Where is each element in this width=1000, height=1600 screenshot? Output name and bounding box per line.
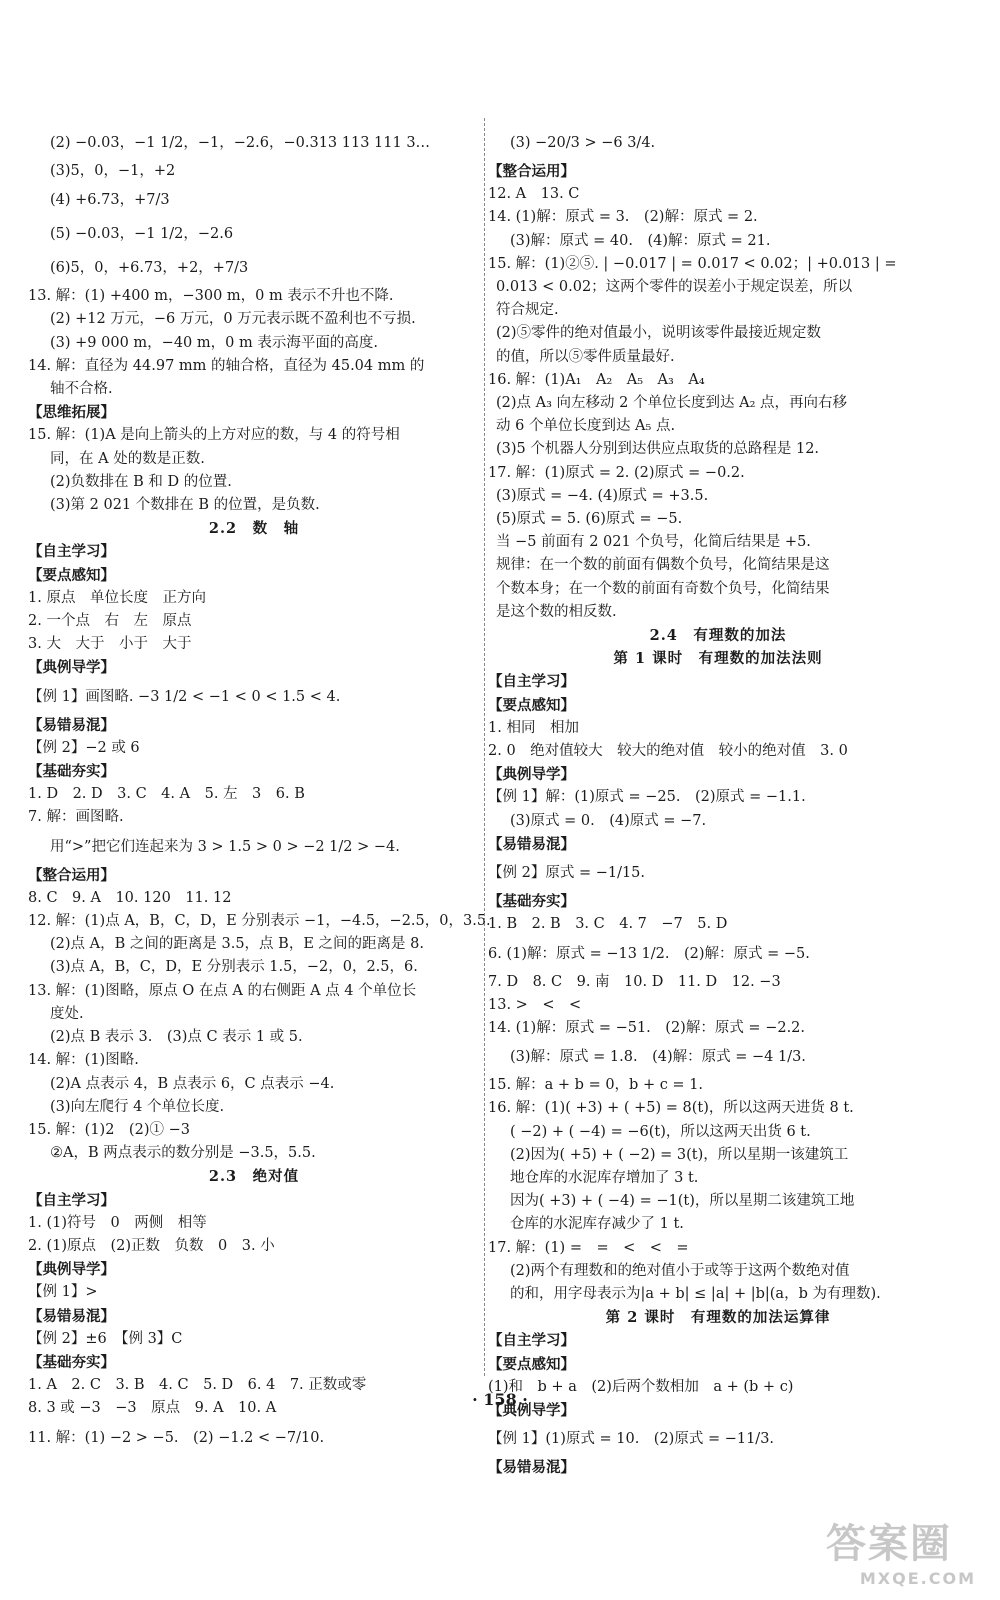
right-line: (3) −20/3 > −6 3/4. <box>510 135 656 151</box>
right-line: (3)解：原式 = 1.8. (4)解：原式 = −4 1/3. <box>510 1049 806 1066</box>
watermark <box>826 1512 976 1588</box>
right-line: 动 6 个单位长度到达 A₅ 点. <box>496 418 676 435</box>
left-line: (4) +6.73，+7/3 <box>50 192 170 209</box>
right-line: (2)点 A₃ 向左移动 2 个单位长度到达 A₂ 点，再向右移 <box>496 395 847 412</box>
right-line: 符合规定. <box>496 302 559 319</box>
left-line: 【自主学习】 <box>28 543 115 561</box>
right-line: 6. (1)解：原式 = −13 1/2. (2)解：原式 = −5. <box>488 945 810 962</box>
left-line: (2) −0.03，−1 1/2，−1，−2.6，−0.313 113 111 3… <box>50 135 431 151</box>
right-line: (3)原式 = 0. (4)原式 = −7. <box>510 812 707 829</box>
right-line: 13. > < < <box>488 996 582 1013</box>
left-line: 12. 解：(1)点 A，B，C，D，E 分别表示 −1，−4.5，−2.5，0，3.5. <box>28 913 491 930</box>
left-line: 7. 解：画图略. <box>28 809 124 826</box>
watermark-site: MXQE.COM <box>859 1569 976 1588</box>
left-line: 14. 解：(1)图略. <box>28 1052 139 1069</box>
right-line: 1. 相同 相加 <box>488 719 579 736</box>
right-line: 个数本身；在一个数的前面有奇数个负号，化简结果 <box>496 580 830 597</box>
column-divider <box>484 118 485 1376</box>
right-line: 15. 解：(1)②⑤. | −0.017 | = 0.017 < 0.02；| +0.013 | = <box>488 255 897 272</box>
left-line: (5) −0.03，−1 1/2，−2.6 <box>50 226 234 243</box>
left-line: (2)A 点表示 4，B 点表示 6，C 点表示 −4. <box>50 1075 335 1092</box>
left-line: 【例 2】±6 【例 3】C <box>28 1330 183 1347</box>
right-line: (5)原式 = 5. (6)原式 = −5. <box>496 511 683 528</box>
right-line: 2. 0 绝对值较大 较大的绝对值 较小的绝对值 3. 0 <box>488 743 848 760</box>
left-line: 3. 大 大于 小于 大于 <box>28 636 192 653</box>
right-line: 仓库的水泥库存减少了 1 t. <box>510 1216 684 1233</box>
left-line: 【基础夯实】 <box>28 763 115 781</box>
left-line: (2)点 B 表示 3. (3)点 C 表示 1 或 5. <box>50 1029 303 1046</box>
right-line: (3)解：原式 = 40. (4)解：原式 = 21. <box>510 232 771 249</box>
right-line: (3)5 个机器人分别到达供应点取货的总路程是 12. <box>496 441 820 458</box>
left-line: (3)点 A，B，C，D，E 分别表示 1.5，−2，0，2.5，6. <box>50 959 418 976</box>
right-line: 第 1 课时 有理数的加法法则 <box>613 650 823 668</box>
right-line: 因为( +3) + ( −4) = −1(t)，所以星期二该建筑工地 <box>510 1193 855 1210</box>
right-line: (1)和 b + a (2)后两个数相加 a + (b + c) <box>488 1378 794 1395</box>
right-line: 12. A 13. C <box>488 186 580 203</box>
right-line: 【要点感知】 <box>488 696 575 714</box>
left-line: 1. (1)符号 0 两侧 相等 <box>28 1214 207 1231</box>
right-line: 16. 解：(1)( +3) + ( +5) = 8(t)，所以这两天进货 8 t. <box>488 1100 854 1117</box>
left-line: 1. A 2. C 3. B 4. C 5. D 6. 4 7. 正数或零 <box>28 1377 367 1394</box>
right-line: 【例 1】解：(1)原式 = −25. (2)原式 = −1.1. <box>488 789 806 806</box>
left-line: 2.3 绝对值 <box>208 1168 300 1186</box>
left-line: 8. C 9. A 10. 120 11. 12 <box>28 889 232 906</box>
right-line: 7. D 8. C 9. 南 10. D 11. D 12. −3 <box>488 973 781 990</box>
right-line: 【自主学习】 <box>488 1332 575 1350</box>
left-line: 13. 解：(1)图略，原点 O 在点 A 的右侧距 A 点 4 个单位长 <box>28 982 417 999</box>
left-line: 【思维拓展】 <box>28 404 115 422</box>
left-line: 11. 解：(1) −2 > −5. (2) −1.2 < −7/10. <box>28 1429 325 1446</box>
right-line: ( −2) + ( −4) = −6(t)，所以这两天出货 6 t. <box>510 1123 811 1140</box>
left-line: (3)第 2 021 个数排在 B 的位置，是负数. <box>50 497 320 514</box>
left-line: (3)5，0，−1，+2 <box>50 163 176 179</box>
right-line: 的和，用字母表示为|a + b| ≤ |a| + |b|(a，b 为有理数). <box>510 1285 881 1302</box>
left-line: 【要点感知】 <box>28 566 115 584</box>
right-line: 【典例导学】 <box>488 766 575 784</box>
left-line: 15. 解：(1)2 (2)① −3 <box>28 1121 190 1138</box>
left-line: 轴不合格. <box>50 381 113 398</box>
left-line: (3)向左爬行 4 个单位长度. <box>50 1098 225 1115</box>
left-line: 【例 1】画图略. −3 1/2 < −1 < 0 < 1.5 < 4. <box>28 688 341 705</box>
left-line: 2. 一个点 右 左 原点 <box>28 613 192 630</box>
right-line: (2)因为( +5) + ( −2) = 3(t)，所以星期一该建筑工 <box>510 1146 849 1163</box>
right-line: 【例 1】(1)原式 = 10. (2)原式 = −11/3. <box>488 1431 775 1448</box>
left-line: 13. 解：(1) +400 m，−300 m，0 m 表示不升也不降. <box>28 288 394 305</box>
left-line: 【例 2】−2 或 6 <box>28 739 140 756</box>
right-line: 第 2 课时 有理数的加法运算律 <box>605 1309 831 1327</box>
right-line: 14. (1)解：原式 = 3. (2)解：原式 = 2. <box>488 209 758 226</box>
left-line: (2) +12 万元，−6 万元，0 万元表示既不盈利也不亏损. <box>50 311 416 328</box>
left-line: 度处. <box>50 1005 84 1022</box>
left-line: 8. 3 或 −3 −3 原点 9. A 10. A <box>28 1400 277 1417</box>
left-line: 【易错易混】 <box>28 716 115 734</box>
right-line: 17. 解：(1) = = < < = <box>488 1239 689 1256</box>
left-line: 1. 原点 单位长度 正方向 <box>28 589 206 606</box>
right-line: 15. 解：a + b = 0，b + c = 1. <box>488 1077 704 1094</box>
left-line: (2)点 A，B 之间的距离是 3.5，点 B，E 之间的距离是 8. <box>50 936 424 953</box>
left-line: 【整合运用】 <box>28 866 115 884</box>
right-line: 17. 解：(1)原式 = 2. (2)原式 = −0.2. <box>488 464 745 481</box>
left-line: 1. D 2. D 3. C 4. A 5. 左 3 6. B <box>28 786 305 803</box>
left-line: 【自主学习】 <box>28 1191 115 1209</box>
left-line: 【典例导学】 <box>28 1261 115 1279</box>
right-line: 是这个数的相反数. <box>496 603 617 620</box>
right-line: 【易错易混】 <box>488 1459 575 1477</box>
left-line: 【易错易混】 <box>28 1307 115 1325</box>
left-line: 【典例导学】 <box>28 659 115 677</box>
left-line: 14. 解：直径为 44.97 mm 的轴合格，直径为 45.04 mm 的 <box>28 357 425 374</box>
right-line: 当 −5 前面有 2 021 个负号，化简后结果是 +5. <box>496 534 811 551</box>
right-line: 的值，所以⑤零件质量最好. <box>496 348 675 365</box>
right-line: 地仓库的水泥库存增加了 3 t. <box>510 1169 699 1186</box>
right-line: 【自主学习】 <box>488 673 575 691</box>
right-line: 【典例导学】 <box>488 1401 575 1419</box>
right-line: 0.013 < 0.02；这两个零件的误差小于规定误差，所以 <box>496 279 853 296</box>
left-line: 2. (1)原点 (2)正数 负数 0 3. 小 <box>28 1237 275 1254</box>
right-line: (2)⑤零件的绝对值最小，说明该零件最接近规定数 <box>496 325 822 342</box>
right-line: (3)原式 = −4. (4)原式 = +3.5. <box>496 487 709 504</box>
left-column <box>28 126 491 1455</box>
right-line: 16. 解：(1)A₁ A₂ A₅ A₃ A₄ <box>488 371 705 388</box>
left-line: 2.2 数 轴 <box>208 520 300 538</box>
right-line: 2.4 有理数的加法 <box>649 627 787 645</box>
right-line: 规律：在一个数的前面有偶数个负号，化简结果是这 <box>496 557 830 574</box>
left-line: 用“>”把它们连起来为 3 > 1.5 > 0 > −2 1/2 > −4. <box>50 838 400 855</box>
watermark-brand: 答案圈 <box>826 1521 952 1567</box>
right-line: 【例 2】原式 = −1/15. <box>488 865 646 882</box>
page-number: · 158 · <box>472 1390 528 1409</box>
left-line: (3) +9 000 m，−40 m，0 m 表示海平面的高度. <box>50 334 378 351</box>
right-column <box>488 126 948 1479</box>
right-line: 1. B 2. B 3. C 4. 7 −7 5. D <box>488 916 728 933</box>
left-line: (6)5，0，+6.73，+2，+7/3 <box>50 260 249 277</box>
right-line: 【基础夯实】 <box>488 893 575 911</box>
left-line: 【例 1】> <box>28 1284 98 1301</box>
left-line: ②A，B 两点表示的数分别是 −3.5，5.5. <box>50 1145 316 1162</box>
right-line: 【整合运用】 <box>488 163 575 180</box>
right-line: 14. (1)解：原式 = −51. (2)解：原式 = −2.2. <box>488 1019 806 1036</box>
right-line: 【易错易混】 <box>488 835 575 853</box>
right-line: 【要点感知】 <box>488 1355 575 1373</box>
left-line: 【基础夯实】 <box>28 1353 115 1371</box>
left-line: (2)负数排在 B 和 D 的位置. <box>50 473 232 490</box>
right-line: (2)两个有理数和的绝对值小于或等于这两个数绝对值 <box>510 1262 850 1279</box>
left-line: 15. 解：(1)A 是向上箭头的上方对应的数，与 4 的符号相 <box>28 427 400 444</box>
left-line: 同，在 A 处的数是正数. <box>50 450 205 467</box>
